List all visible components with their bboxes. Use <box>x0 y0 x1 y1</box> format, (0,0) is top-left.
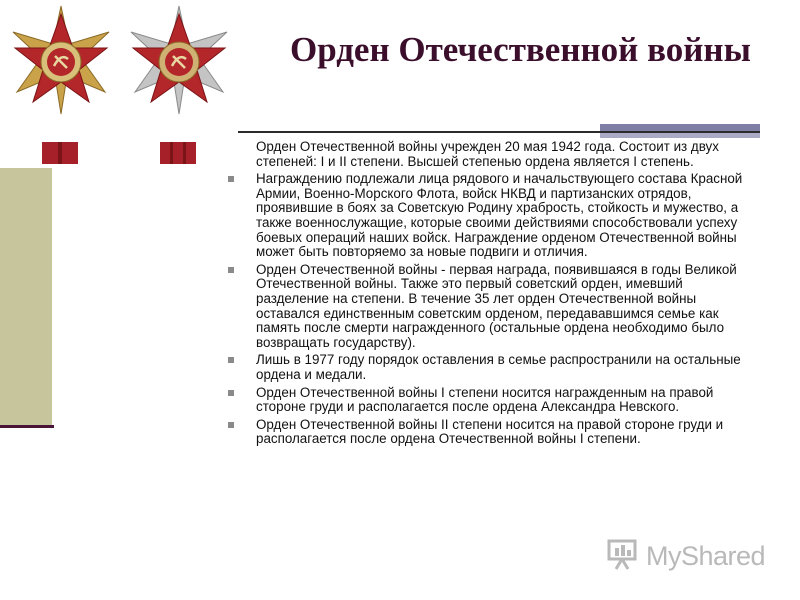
slide-title: Орден Отечественной войны <box>290 30 751 69</box>
medal-first-class-image <box>2 2 120 164</box>
bullet-item: Орден Отечественной войны II степени носится на правой стороне груди и располагается после ордена Отечественной войны I степени. <box>228 418 758 447</box>
bullet-item: Лишь в 1977 году порядок оставления в семье распространили на остальные ордена и медали. <box>228 353 758 382</box>
decorative-side-line <box>0 425 54 428</box>
watermark-text: MyShared <box>646 540 766 571</box>
title-accent-bar-light <box>600 133 760 138</box>
bullet-item: Награждению подлежали лица рядового и начальствующего состава Красной Армии, Военно-Морского Флота, войск НКВД и партизанских отрядов, проявившие в боях за Советскую Родину храбрость, стойкость и мужество, а также военнослужащие, которые своими действиями способствовали успеху боевых операций наших войск. Награждение орденом Отечественной войны может быть повторяемо за новые подвиги и отличия. <box>228 172 758 260</box>
intro-paragraph: Орден Отечественной войны учрежден 20 мая 1942 года. Состоит из двух степеней: I и II степени. Высшей степенью ордена является I степень. <box>256 139 719 169</box>
presentation-board-icon <box>606 538 640 575</box>
bullet-item: Орден Отечественной войны I степени носится награжденным на правой стороне груди и располагается после ордена Александра Невского. <box>228 386 758 415</box>
bullet-item: Орден Отечественной войны - первая награда, появившаяся в годы Великой Отечественной войны. Также это первый советский орден, имевший разделение на степени. В течение 35 лет орден Отечественной войны оставался единственным советским орденом, передававшимся семье как память после смерти награжденного (остальные ордена необходимо было возвращать государству). <box>228 263 758 351</box>
slide-body <box>228 140 758 450</box>
title-underline <box>238 131 760 133</box>
medal-second-class-image <box>120 2 238 164</box>
myshared-watermark <box>606 538 765 574</box>
decorative-side-bar <box>0 168 52 426</box>
title-accent-bar <box>600 124 760 131</box>
medals-photo <box>0 0 238 168</box>
